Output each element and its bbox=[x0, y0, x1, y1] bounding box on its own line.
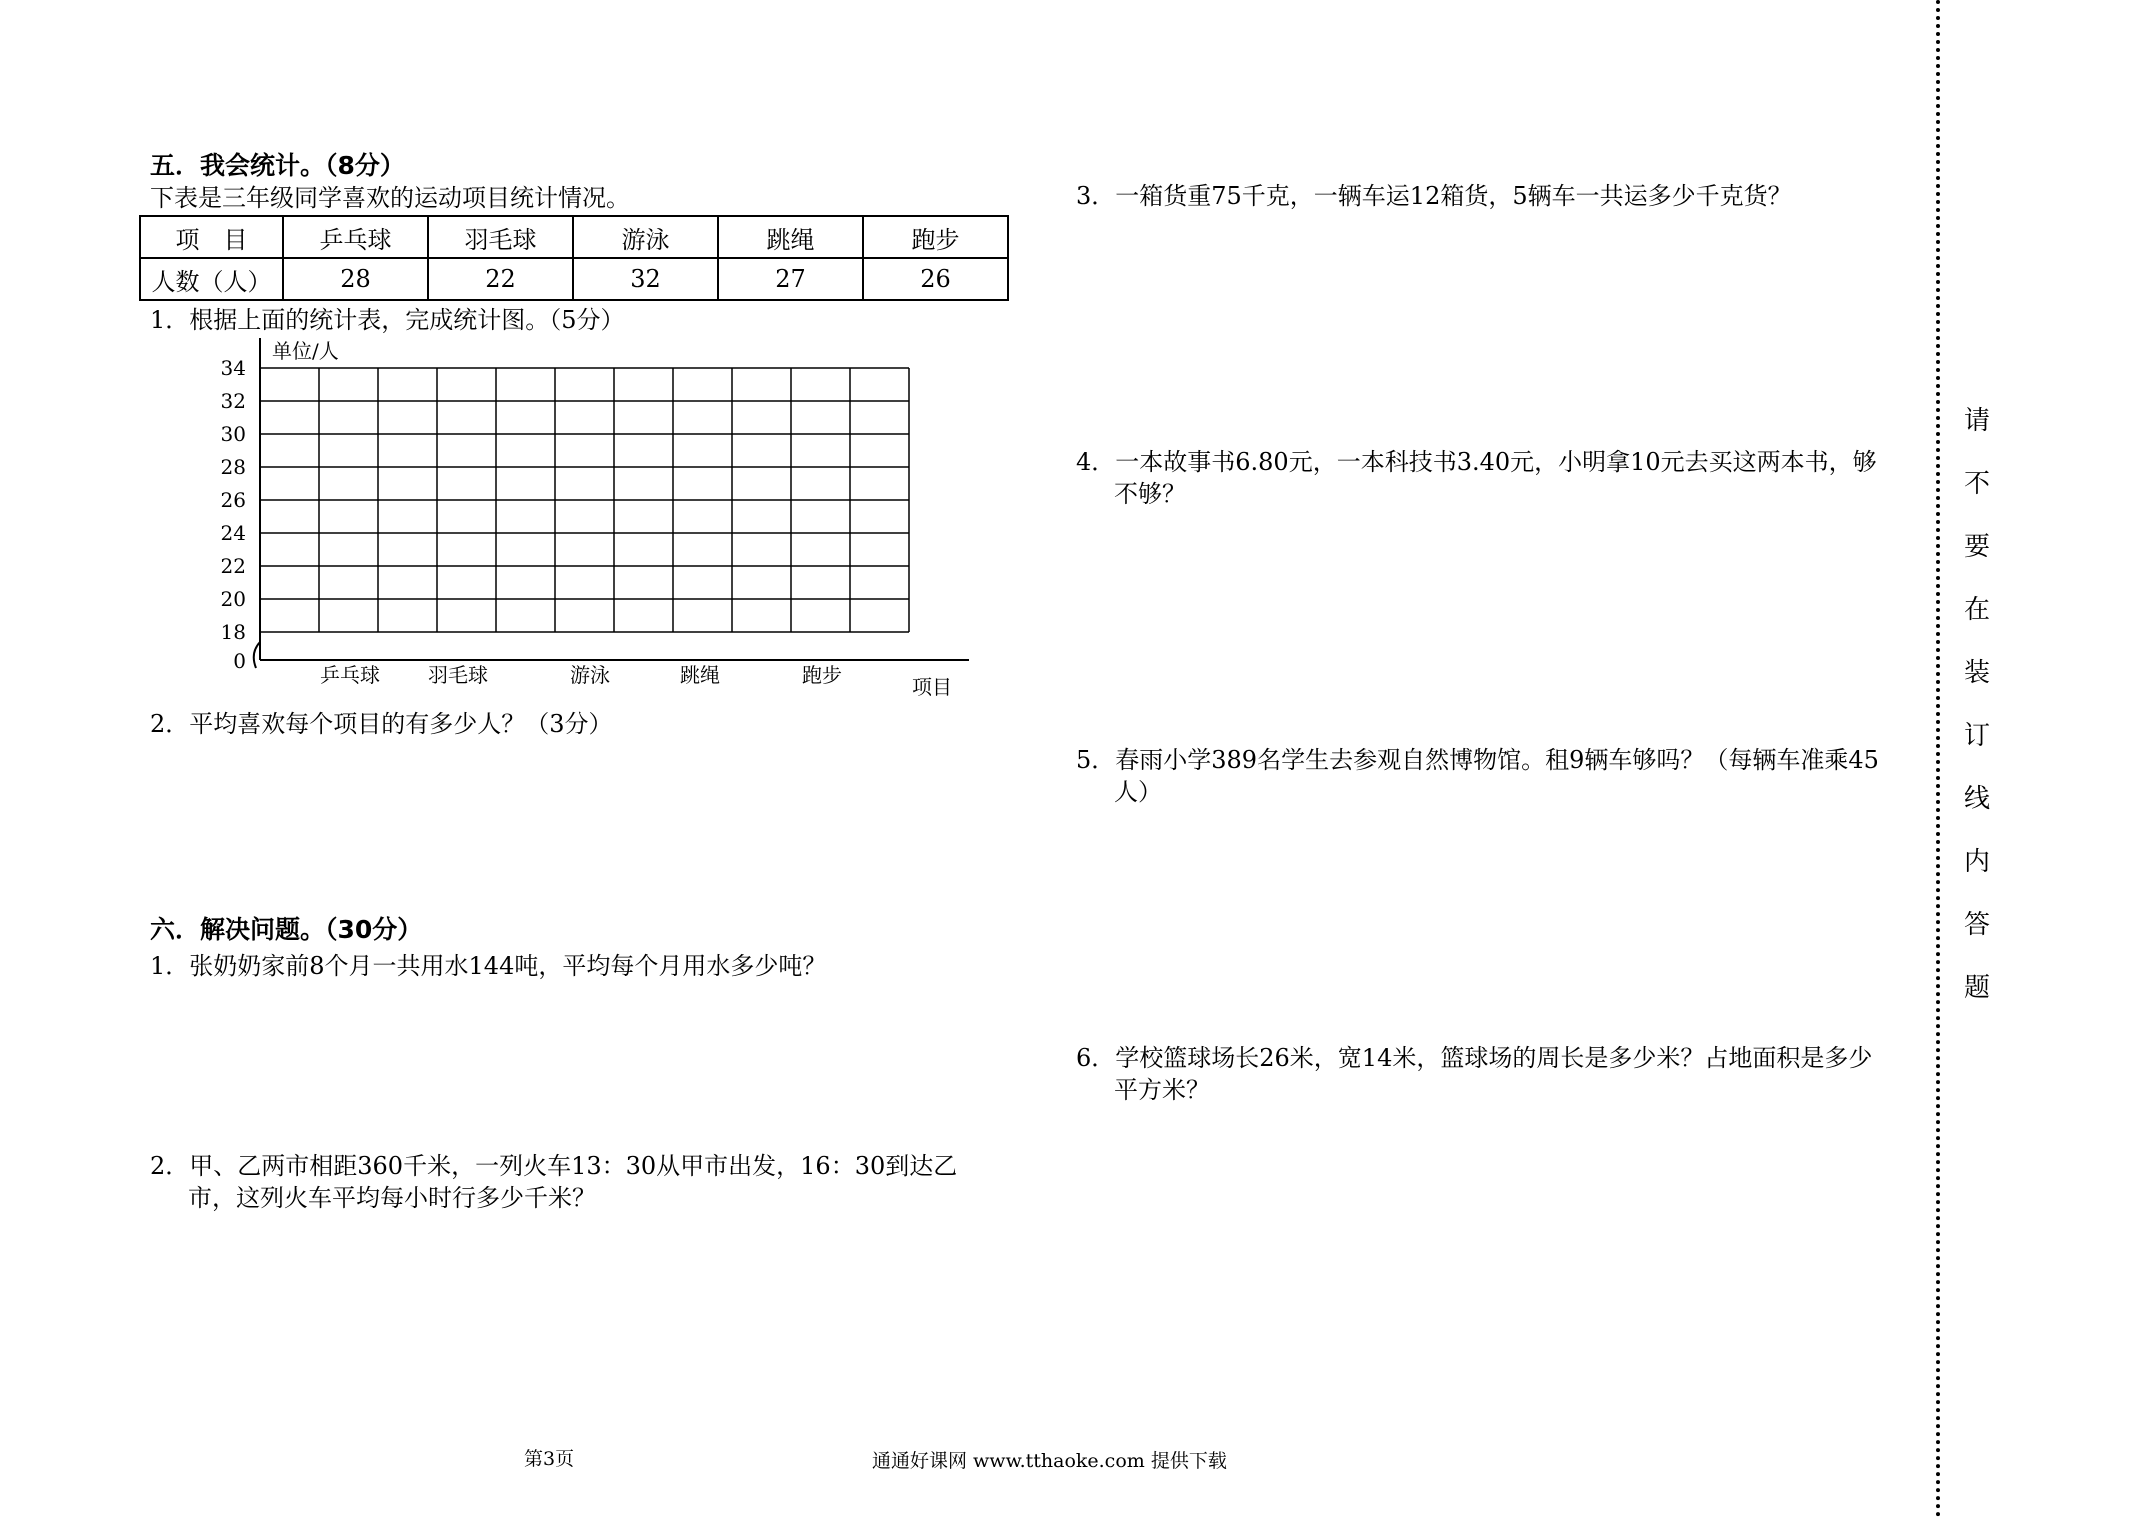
y-tick-label: 32 bbox=[220, 389, 246, 413]
y-tick-label: 0 bbox=[233, 649, 246, 673]
binding-notice-char: 线 bbox=[1963, 784, 1990, 814]
x-axis-label: 项目 bbox=[912, 675, 952, 699]
table-value-row bbox=[140, 258, 1008, 300]
binding-notice-char: 装 bbox=[1963, 658, 1990, 688]
table-category: 游泳 bbox=[573, 216, 718, 258]
stats-table bbox=[139, 215, 1009, 301]
section5-intro: 下表是三年级同学喜欢的运动项目统计情况。 bbox=[150, 184, 630, 212]
y-tick-label: 18 bbox=[220, 620, 246, 644]
y-axis-ticks bbox=[221, 356, 246, 673]
table-value: 27 bbox=[718, 258, 863, 300]
x-tick-label: 游泳 bbox=[570, 663, 610, 687]
right-q5-line1: 5．春雨小学389名学生去参观自然博物馆。租9辆车够吗？（每辆车准乘45 bbox=[1076, 746, 1879, 774]
table-value: 26 bbox=[863, 258, 1008, 300]
y-tick-label: 34 bbox=[220, 356, 246, 380]
section6-q2-line2: 市，这列火车平均每小时行多少千米？ bbox=[188, 1184, 596, 1212]
section5-heading: 五．我会统计。（8分） bbox=[150, 151, 405, 180]
table-value: 32 bbox=[573, 258, 718, 300]
y-tick-label: 22 bbox=[220, 554, 246, 578]
binding-notice-char: 订 bbox=[1963, 721, 1990, 751]
section5-q2: 2．平均喜欢每个项目的有多少人？（3分） bbox=[150, 710, 613, 738]
chart-grid bbox=[260, 338, 969, 660]
right-q6-line2: 平方米？ bbox=[1114, 1076, 1210, 1104]
x-axis-ticks bbox=[320, 663, 842, 687]
table-category: 羽毛球 bbox=[428, 216, 573, 258]
table-row-label: 人数（人） bbox=[140, 258, 283, 300]
table-category: 乒乓球 bbox=[283, 216, 428, 258]
binding-notice-char: 内 bbox=[1963, 847, 1990, 877]
right-q4-line1: 4．一本故事书6.80元，一本科技书3.40元，小明拿10元去买这两本书，够 bbox=[1076, 448, 1877, 476]
table-value: 28 bbox=[283, 258, 428, 300]
section6-q1: 1．张奶奶家前8个月一共用水144吨，平均每个月用水多少吨？ bbox=[150, 952, 827, 980]
binding-notice-char: 请 bbox=[1963, 406, 1990, 436]
y-axis-label: 单位/人 bbox=[272, 339, 339, 363]
x-tick-label: 跑步 bbox=[802, 663, 842, 687]
table-header-row bbox=[140, 216, 1008, 258]
table-category: 跳绳 bbox=[718, 216, 863, 258]
y-tick-label: 20 bbox=[220, 587, 246, 611]
binding-notice-char: 题 bbox=[1963, 973, 1990, 1003]
y-tick-label: 26 bbox=[220, 488, 246, 512]
right-q6-line1: 6．学校篮球场长26米，宽14米，篮球场的周长是多少米？占地面积是多少 bbox=[1076, 1044, 1873, 1072]
section6-heading: 六．解决问题。（30分） bbox=[150, 915, 423, 944]
y-tick-label: 28 bbox=[220, 455, 246, 479]
binding-notice-char: 不 bbox=[1963, 469, 1990, 499]
table-value: 22 bbox=[428, 258, 573, 300]
bar-chart-grid bbox=[190, 328, 990, 708]
right-q5-line2: 人） bbox=[1114, 778, 1162, 806]
right-q4-line2: 不够？ bbox=[1114, 480, 1186, 508]
y-tick-label: 30 bbox=[220, 422, 246, 446]
binding-notice-char: 答 bbox=[1963, 910, 1990, 940]
table-header-label: 项 目 bbox=[140, 216, 283, 258]
footer-source: 通通好课网 www.tthaoke.com 提供下载 bbox=[872, 1450, 1227, 1472]
x-tick-label: 乒乓球 bbox=[320, 663, 380, 687]
right-q3: 3．一箱货重75千克，一辆车运12箱货，5辆车一共运多少千克货？ bbox=[1076, 182, 1792, 210]
section5-q1: 1．根据上面的统计表，完成统计图。（5分） bbox=[150, 306, 625, 334]
x-tick-label: 跳绳 bbox=[680, 663, 720, 687]
y-tick-label: 24 bbox=[220, 521, 246, 545]
binding-dotted-line bbox=[1936, 0, 1940, 1518]
page-number: 第3页 bbox=[524, 1448, 575, 1470]
binding-notice-char: 在 bbox=[1963, 595, 1990, 625]
x-tick-label: 羽毛球 bbox=[428, 663, 488, 687]
binding-notice-char: 要 bbox=[1963, 532, 1990, 562]
section6-q2-line1: 2．甲、乙两市相距360千米，一列火车13：30从甲市出发，16：30到达乙 bbox=[150, 1152, 958, 1180]
table-category: 跑步 bbox=[863, 216, 1008, 258]
